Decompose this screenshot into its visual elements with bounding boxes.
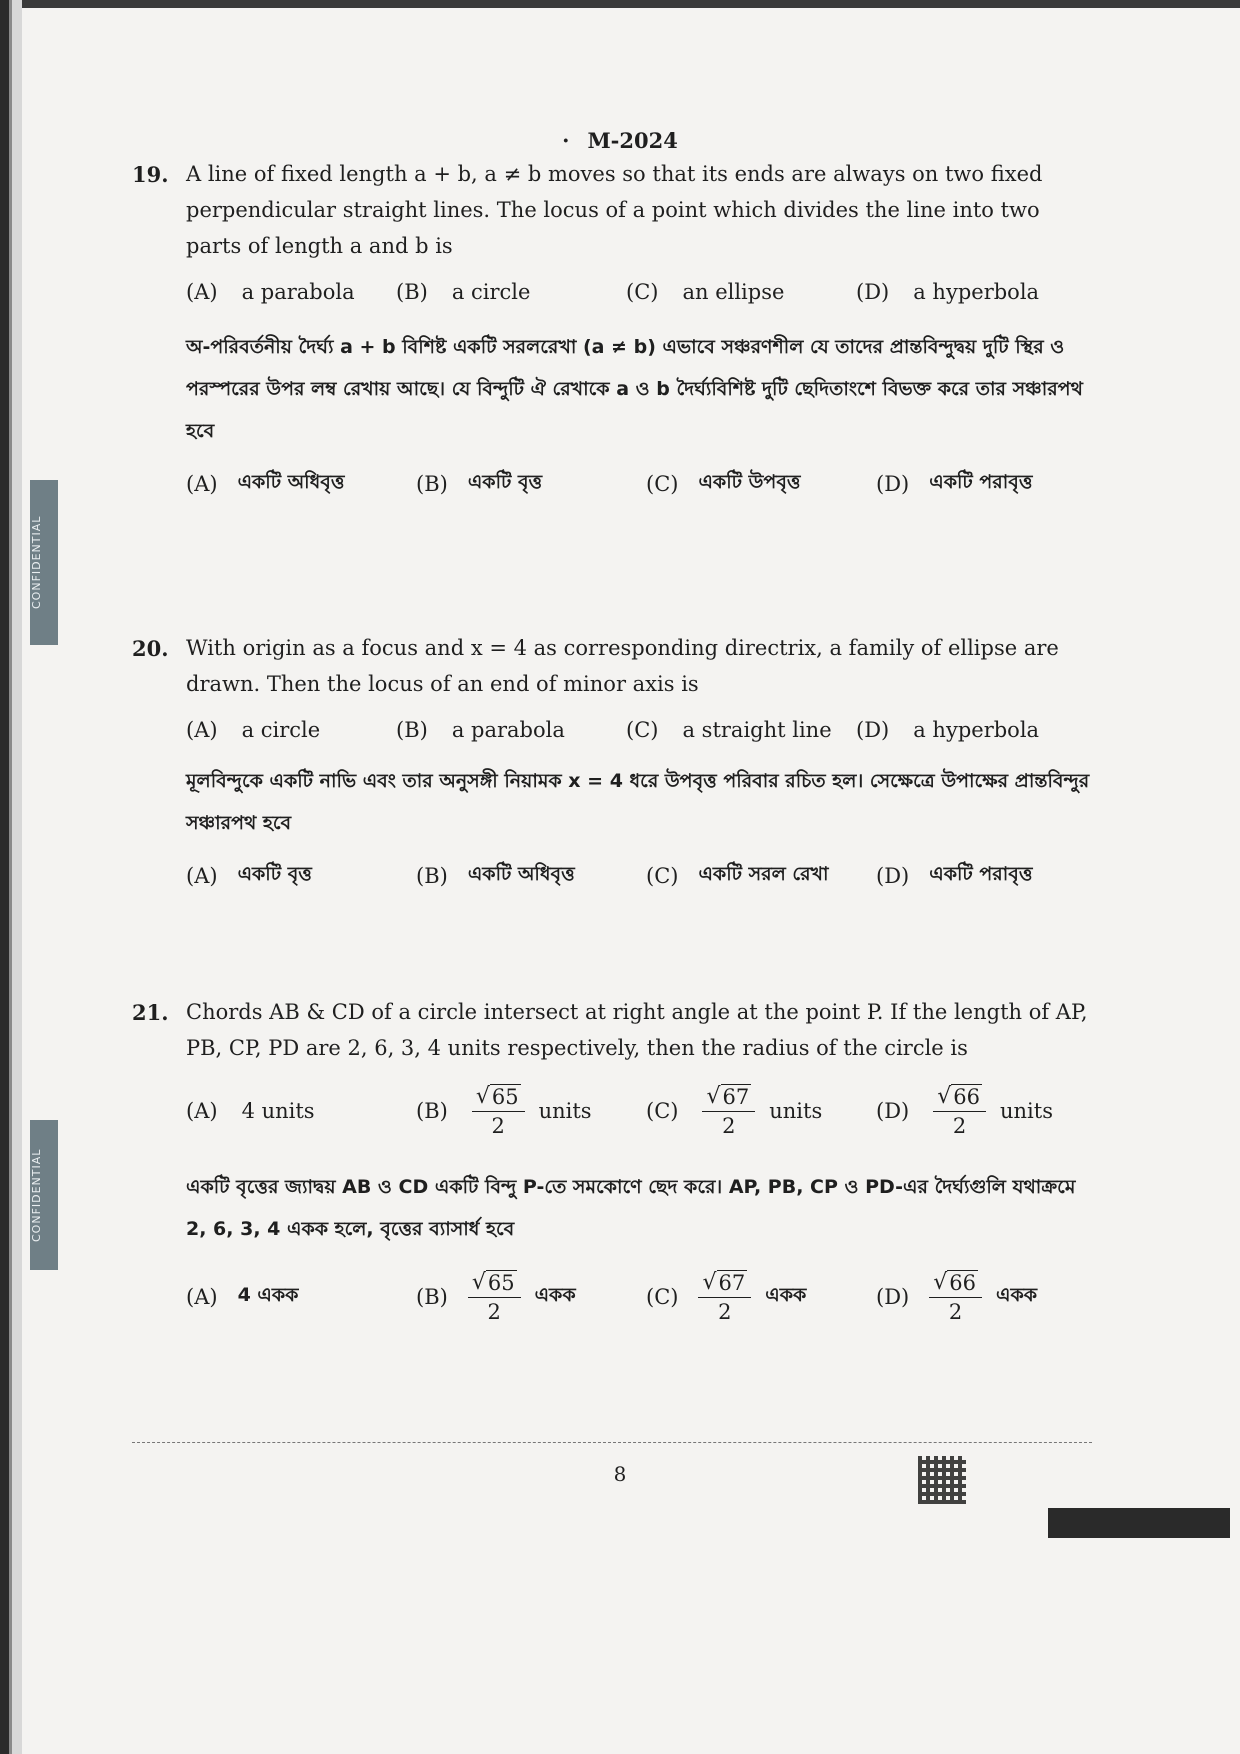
- page-number: 8: [613, 1462, 627, 1486]
- question-number: 19.: [132, 162, 169, 187]
- option-d: (D) a hyperbola: [856, 280, 1040, 304]
- fraction: √ 67 2: [702, 1084, 755, 1138]
- question-19: [132, 156, 1092, 500]
- sqrt-icon: √: [937, 1084, 952, 1109]
- question-text-en: With origin as a focus and x = 4 as corresponding directrix, a family of ellipse are drawn. Then the locus of an end of minor axis is: [186, 636, 1059, 696]
- footer-divider: [132, 1442, 1092, 1443]
- option-b: (B) a parabola: [396, 718, 565, 742]
- option-d: (D) একটি পরাবৃত্ত: [876, 471, 1033, 496]
- option-d: (D) a hyperbola: [856, 718, 1040, 742]
- bullet-dot: ·: [562, 128, 570, 153]
- fraction: √ 66 2: [933, 1084, 986, 1138]
- option-a: (A) একটি অধিবৃত্ত: [186, 471, 345, 496]
- fraction: √ 65 2: [468, 1270, 521, 1324]
- question-text-bn: একটি বৃত্তের জ্যাদ্বয় AB ও CD একটি বিন্দু P-তে সমকোণে ছেদ করে। AP, PB, CP ও PD-এর দৈর্ঘ্যগুলি যথাক্রমে 2, 6, 3, 4 একক হলে, বৃত্তের ব্যাসার্ধ হবে: [186, 1176, 1076, 1240]
- option-b: (B) একটি বৃত্ত: [416, 471, 543, 496]
- confidential-stamp: CONFIDENTIAL: [30, 480, 58, 645]
- options-bn: [186, 468, 1092, 500]
- options-en: [186, 718, 1092, 742]
- options-en: [186, 1084, 1092, 1138]
- option-d: (D) √ 66 2 units: [876, 1084, 1053, 1138]
- option-c: (C) একটি সরল রেখা: [646, 863, 829, 888]
- option-d: (D) √ 66 2 একক: [876, 1270, 1038, 1324]
- question-20: [132, 630, 1092, 892]
- sqrt-icon: √: [471, 1270, 486, 1295]
- question-number: 21.: [132, 1000, 169, 1025]
- option-c: (C) an ellipse: [626, 280, 785, 304]
- question-21: [132, 994, 1092, 1324]
- option-b: (B) √ 65 2 units: [416, 1084, 592, 1138]
- paper-code-header: [0, 128, 1240, 153]
- option-c: (C) একটি উপবৃত্ত: [646, 471, 801, 496]
- question-text-en: A line of fixed length a + b, a ≠ b moves so that its ends are always on two fixed perpendicular straight lines. The locus of a point which divides the line into two parts of length a and b is: [186, 162, 1043, 258]
- option-c: (C) √ 67 2 units: [646, 1084, 823, 1138]
- option-a: (A) একটি বৃত্ত: [186, 863, 312, 888]
- options-bn: [186, 860, 1092, 892]
- question-text-bn: অ-পরিবর্তনীয় দৈর্ঘ্য a + b বিশিষ্ট একটি সরলরেখা (a ≠ b) এভাবে সঞ্চরণশীল যে তাদের প্রান্তবিন্দুদ্বয় দুটি স্থির ও পরস্পরের উপর লম্ব রেখায় আছে। যে বিন্দুটি ঐ রেখাকে a ও b দৈর্ঘ্যবিশিষ্ট দুটি ছেদিতাংশে বিভক্ত করে তার সঞ্চারপথ হবে: [186, 336, 1083, 442]
- option-c: (C) a straight line: [626, 718, 832, 742]
- option-c: (C) √ 67 2 একক: [646, 1270, 807, 1324]
- fraction: √ 65 2: [472, 1084, 525, 1138]
- scan-left-edge: [0, 0, 22, 1754]
- question-number: 20.: [132, 636, 169, 661]
- option-a: (A) a circle: [186, 718, 321, 742]
- scan-top-edge: [0, 0, 1240, 8]
- option-a: (A) a parabola: [186, 280, 355, 304]
- scan-edge-bar: [1048, 1508, 1230, 1538]
- paper-code: M-2024: [587, 128, 678, 153]
- option-b: (B) একটি অধিবৃত্ত: [416, 863, 575, 888]
- options-en: [186, 280, 1092, 304]
- option-b: (B) √ 65 2 একক: [416, 1270, 576, 1324]
- sqrt-icon: √: [706, 1084, 721, 1109]
- option-a: (A) 4 একক: [186, 1284, 299, 1309]
- options-bn: [186, 1270, 1092, 1324]
- option-d: (D) একটি পরাবৃত্ত: [876, 863, 1033, 888]
- sqrt-icon: √: [933, 1270, 948, 1295]
- option-b: (B) a circle: [396, 280, 531, 304]
- question-text-bn: মূলবিন্দুকে একটি নাভি এবং তার অনুসঙ্গী নিয়ামক x = 4 ধরে উপবৃত্ত পরিবার রচিত হল। সেক্ষেত্রে উপাক্ষের প্রান্তবিন্দুর সঞ্চারপথ হবে: [186, 770, 1090, 834]
- fraction: √ 67 2: [698, 1270, 751, 1324]
- qr-code-icon: [918, 1456, 966, 1504]
- option-a: (A) 4 units: [186, 1099, 315, 1123]
- fraction: √ 66 2: [929, 1270, 982, 1324]
- confidential-stamp: CONFIDENTIAL: [30, 1120, 58, 1270]
- sqrt-icon: √: [475, 1084, 490, 1109]
- question-text-en: Chords AB & CD of a circle intersect at right angle at the point P. If the length of AP, PB, CP, PD are 2, 6, 3, 4 units respectively, then the radius of the circle is: [186, 1000, 1088, 1060]
- sqrt-icon: √: [702, 1270, 717, 1295]
